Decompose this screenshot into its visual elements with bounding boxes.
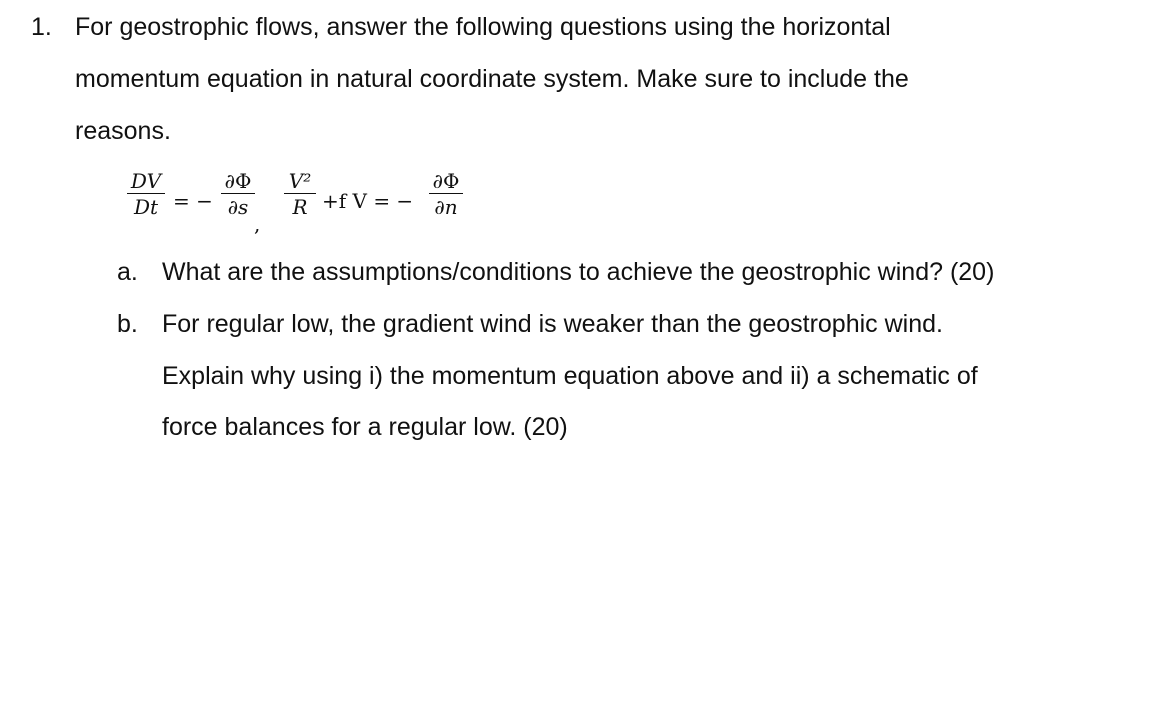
- fraction-bar: [284, 193, 316, 194]
- equals-minus-1: = −: [173, 189, 213, 213]
- subquestion-a-line-1: What are the assumptions/conditions to achieve the geostrophic wind? (20): [162, 258, 995, 286]
- fraction-dphi-dn: [429, 170, 463, 218]
- fraction-bar: [429, 193, 463, 194]
- plus-fv-equals-minus: +f V = −: [322, 189, 414, 213]
- comma: ,: [254, 212, 261, 236]
- question-text-line-3: reasons.: [75, 117, 171, 145]
- question-text-line-1: For geostrophic flows, answer the following questions using the horizontal: [75, 13, 891, 41]
- fraction-dphi-ds: [221, 170, 255, 218]
- fraction-numerator: ∂Φ: [432, 169, 460, 193]
- fraction-denominator: ∂s: [227, 195, 249, 219]
- fraction-bar: [127, 193, 165, 194]
- subquestion-b-line-2: Explain why using i) the momentum equation above and ii) a schematic of: [162, 362, 978, 390]
- fraction-v2-r: [284, 170, 316, 218]
- subquestion-b-label: b.: [117, 310, 138, 338]
- fraction-numerator: V²: [288, 169, 312, 193]
- subquestion-b-line-3: force balances for a regular low. (20): [162, 413, 568, 441]
- subquestion-b-line-1: For regular low, the gradient wind is weaker than the geostrophic wind.: [162, 310, 943, 338]
- fraction-denominator: ∂n: [434, 195, 458, 219]
- fraction-denominator: Dt: [133, 195, 159, 219]
- question-text-line-2: momentum equation in natural coordinate system. Make sure to include the: [75, 65, 909, 93]
- subquestion-a-label: a.: [117, 258, 138, 286]
- fraction-dv-dt: [127, 170, 165, 218]
- fraction-bar: [221, 193, 255, 194]
- fraction-denominator: R: [292, 195, 308, 219]
- question-number: 1.: [31, 13, 52, 41]
- fraction-numerator: DV: [130, 169, 162, 193]
- fraction-numerator: ∂Φ: [224, 169, 252, 193]
